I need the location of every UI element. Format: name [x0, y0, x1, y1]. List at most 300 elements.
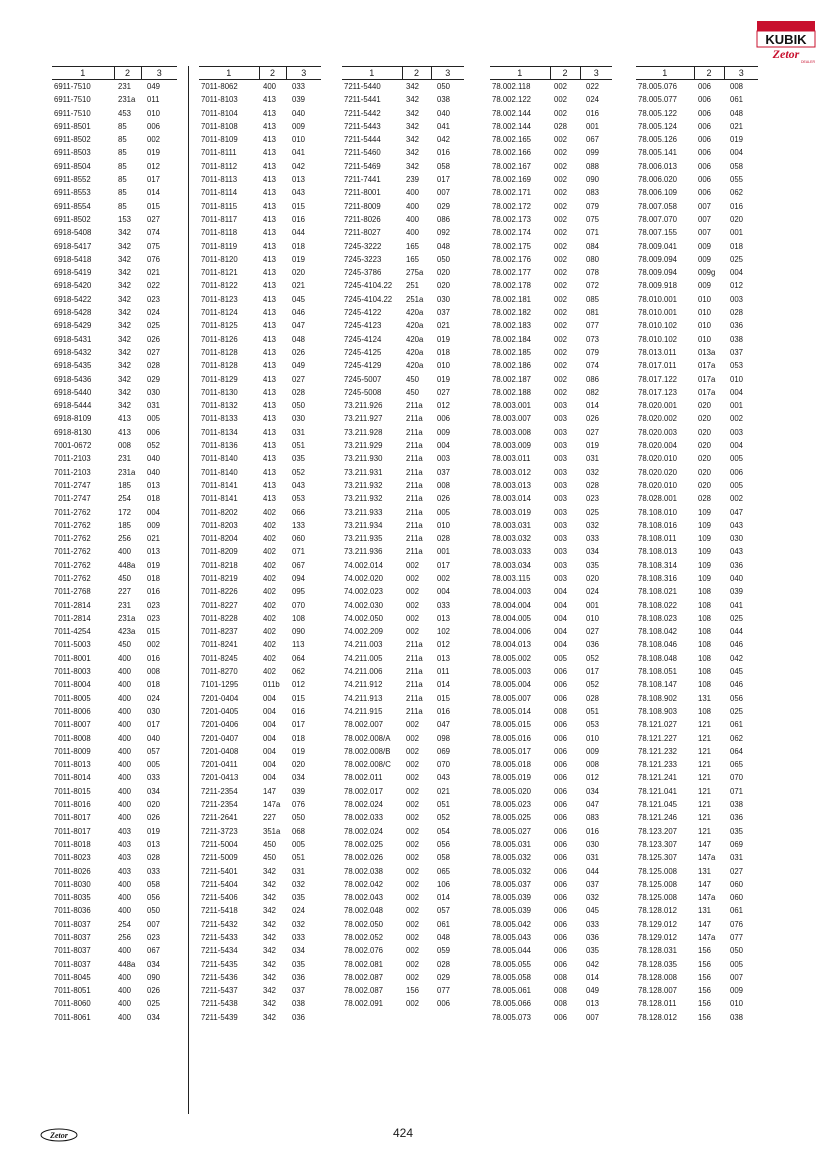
part-number-cell: 78.005.043	[492, 933, 532, 942]
part-number-cell: 78.017.011	[638, 361, 677, 371]
figure-cell: 413	[118, 427, 132, 437]
part-number-cell: 6911-7510	[54, 95, 91, 105]
position-cell: 083	[586, 813, 600, 823]
figure-cell: 403	[118, 826, 132, 836]
table-row	[52, 599, 177, 612]
figure-cell: 400	[118, 893, 132, 903]
figure-cell: 413	[263, 175, 277, 185]
part-number-cell: 78.002.144	[492, 121, 532, 131]
part-number-cell: 78.017.123	[638, 387, 678, 397]
position-cell: 014	[586, 401, 600, 411]
table-row	[52, 851, 177, 864]
position-cell: 018	[292, 733, 306, 743]
table-row	[636, 838, 758, 851]
table-row	[490, 346, 612, 359]
position-cell: 040	[437, 108, 451, 118]
figure-cell: 108	[698, 600, 712, 610]
figure-cell: 006	[554, 667, 568, 677]
position-cell: 006	[730, 467, 744, 477]
table-row	[52, 519, 177, 532]
part-number-cell: 7211-8027	[344, 228, 381, 238]
figure-cell: 121	[698, 813, 712, 823]
figure-cell: 85	[118, 135, 127, 145]
part-number-cell: 78.005.031	[492, 839, 532, 849]
figure-cell: 342	[118, 321, 132, 331]
figure-cell: 147a	[698, 853, 716, 863]
position-cell: 016	[730, 201, 744, 211]
column-header: 1	[342, 67, 402, 80]
part-number-cell: 78.005.015	[492, 720, 532, 730]
figure-cell: 020	[698, 454, 712, 464]
part-number-cell: 7011-8026	[54, 866, 91, 876]
position-cell: 010	[730, 999, 744, 1009]
figure-cell: 156	[698, 946, 712, 956]
figure-cell: 413	[263, 135, 277, 145]
figure-cell: 403	[118, 853, 132, 863]
figure-cell: 003	[554, 454, 568, 464]
position-cell: 006	[437, 414, 451, 424]
position-cell: 002	[147, 135, 161, 145]
table-row	[490, 838, 612, 851]
table-row	[342, 785, 464, 798]
table-row	[636, 146, 758, 159]
table-row	[342, 572, 464, 585]
part-number-cell: 74.211.912	[344, 680, 383, 690]
figure-cell: 003	[554, 414, 568, 424]
position-cell: 034	[292, 773, 306, 783]
table-row	[342, 492, 464, 505]
position-cell: 037	[292, 986, 306, 996]
position-cell: 058	[437, 161, 451, 171]
part-number-cell: 78.020.001	[638, 401, 678, 411]
position-cell: 036	[586, 933, 600, 942]
position-cell: 033	[586, 919, 600, 929]
figure-cell: 003	[554, 401, 568, 411]
table-row	[636, 452, 758, 465]
table-row	[490, 492, 612, 505]
part-number-cell: 6918-5432	[54, 347, 92, 357]
position-cell: 040	[147, 454, 161, 464]
part-number-cell: 7245-4122	[344, 308, 382, 318]
part-number-cell: 73.211.932	[344, 480, 383, 490]
part-number-cell: 7011-8134	[201, 427, 238, 437]
table-row	[52, 532, 177, 545]
figure-cell: 004	[554, 613, 568, 623]
figure-cell: 400	[118, 879, 132, 889]
table-row	[199, 532, 321, 545]
table-row	[52, 373, 177, 386]
table-row	[342, 958, 464, 971]
position-cell: 094	[292, 573, 306, 583]
table-row	[342, 612, 464, 625]
part-number-cell: 78.010.102	[638, 321, 678, 331]
part-number-cell: 78.108.147	[638, 680, 678, 690]
table-row	[342, 545, 464, 558]
part-number-cell: 78.004.013	[492, 640, 532, 650]
table-row	[490, 678, 612, 691]
table-row	[342, 466, 464, 479]
figure-cell: 211a	[406, 653, 423, 663]
figure-cell: 342	[118, 401, 132, 411]
part-number-cell: 78.002.011	[344, 773, 383, 783]
table-row	[636, 466, 758, 479]
part-number-cell: 78.121.233	[638, 760, 678, 770]
table-row	[636, 865, 758, 878]
table-row	[342, 333, 464, 346]
figure-cell: 450	[263, 839, 277, 849]
position-cell: 033	[147, 866, 161, 876]
table-row	[636, 266, 758, 279]
figure-cell: 165	[406, 254, 420, 264]
table-row	[636, 785, 758, 798]
position-cell: 049	[147, 82, 161, 91]
part-number-cell: 6911-8504	[54, 161, 91, 171]
position-cell: 050	[292, 813, 306, 823]
part-number-cell: 78.005.018	[492, 760, 532, 770]
table-row	[52, 319, 177, 332]
table-row	[199, 732, 321, 745]
table-row	[490, 652, 612, 665]
part-number-cell: 7011-8037	[54, 959, 91, 969]
position-cell: 051	[586, 706, 600, 716]
figure-cell: 400	[263, 82, 277, 91]
position-cell: 018	[437, 347, 451, 357]
part-number-cell: 78.108.022	[638, 600, 678, 610]
position-cell: 002	[437, 573, 451, 583]
position-cell: 058	[730, 161, 744, 171]
position-cell: 037	[437, 467, 451, 477]
figure-cell: 85	[118, 121, 127, 131]
figure-cell: 413	[263, 427, 277, 437]
figure-cell: 211a	[406, 706, 423, 716]
table-row	[199, 652, 321, 665]
table-row	[490, 984, 612, 997]
figure-cell: 108	[698, 587, 712, 597]
figure-cell: 003	[554, 534, 568, 544]
position-cell: 049	[292, 361, 306, 371]
figure-cell: 400	[118, 667, 132, 677]
figure-cell: 413	[263, 121, 277, 131]
part-number-cell: 7011-5003	[54, 640, 91, 650]
figure-cell: 008	[118, 441, 132, 451]
table-row	[342, 426, 464, 439]
part-number-cell: 7245-4124	[344, 334, 382, 344]
part-number-cell: 78.005.039	[492, 906, 532, 916]
table-row	[636, 918, 758, 931]
position-cell: 052	[586, 653, 600, 663]
table-row	[342, 253, 464, 266]
table-row	[490, 944, 612, 957]
figure-cell: 342	[263, 919, 277, 929]
figure-cell: 342	[263, 959, 277, 969]
figure-cell: 002	[406, 919, 420, 929]
figure-cell: 413	[263, 480, 277, 490]
table-row	[636, 758, 758, 771]
figure-cell: 400	[406, 214, 420, 224]
position-cell: 014	[586, 972, 600, 982]
part-number-cell: 78.002.038	[344, 866, 384, 876]
table-row	[52, 279, 177, 292]
figure-cell: 006	[554, 773, 568, 783]
position-cell: 060	[730, 879, 744, 889]
part-number-cell: 7011-8037	[54, 919, 91, 929]
table-row	[199, 612, 321, 625]
part-number-cell: 78.020.010	[638, 454, 678, 464]
position-cell: 010	[147, 108, 161, 118]
table-row	[52, 359, 177, 372]
position-cell: 050	[437, 82, 451, 91]
table-row	[52, 931, 177, 944]
table-row	[52, 266, 177, 279]
figure-cell: 002	[406, 600, 420, 610]
part-number-cell: 7011-8111	[201, 148, 237, 158]
figure-cell: 413	[263, 254, 277, 264]
table-row	[52, 745, 177, 758]
figure-cell: 002	[406, 972, 420, 982]
figure-cell: 002	[406, 879, 420, 889]
figure-cell: 108	[698, 627, 712, 637]
position-cell: 025	[147, 321, 161, 331]
position-cell: 035	[292, 959, 306, 969]
figure-cell: 002	[554, 188, 568, 198]
part-number-cell: 78.108.314	[638, 560, 678, 570]
figure-cell: 006	[554, 866, 568, 876]
figure-cell: 131	[698, 866, 712, 876]
position-cell: 025	[147, 999, 161, 1009]
figure-cell: 342	[263, 1012, 277, 1022]
part-number-cell: 78.002.181	[492, 294, 532, 304]
position-cell: 004	[730, 268, 744, 278]
table-row	[342, 213, 464, 226]
table-row	[52, 200, 177, 213]
table-row	[490, 173, 612, 186]
figure-cell: 256	[118, 933, 132, 942]
position-cell: 036	[292, 972, 306, 982]
figure-cell: 400	[118, 653, 132, 663]
position-cell: 002	[147, 640, 161, 650]
part-number-cell: 78.010.102	[638, 334, 678, 344]
table-row	[52, 612, 177, 625]
table-row	[490, 399, 612, 412]
column-header: 3	[141, 67, 177, 80]
position-cell: 031	[730, 853, 744, 863]
position-cell: 028	[292, 387, 306, 397]
table-row	[490, 865, 612, 878]
position-cell: 026	[292, 347, 306, 357]
position-cell: 005	[437, 507, 451, 517]
position-cell: 041	[730, 600, 744, 610]
figure-cell: 342	[263, 933, 277, 942]
position-cell: 020	[730, 214, 744, 224]
table-row	[199, 585, 321, 598]
part-number-cell: 7211-5438	[201, 999, 238, 1009]
position-cell: 011	[147, 95, 160, 105]
figure-cell: 420a	[406, 308, 424, 318]
figure-cell: 251a	[406, 294, 424, 304]
position-cell: 053	[586, 720, 600, 730]
table-row	[199, 107, 321, 120]
position-cell: 018	[147, 494, 161, 504]
figure-cell: 342	[263, 972, 277, 982]
part-number-cell: 7211-5432	[201, 919, 238, 929]
position-cell: 030	[147, 706, 161, 716]
part-number-cell: 78.121.232	[638, 746, 678, 756]
position-cell: 071	[292, 547, 306, 557]
column-header: 3	[286, 67, 321, 80]
part-number-cell: 7011-8136	[201, 441, 238, 451]
logo-text-dealer: DEALER	[800, 60, 816, 64]
column-header: 2	[550, 67, 580, 80]
part-number-cell: 78.002.008/A	[344, 733, 391, 743]
part-number-cell: 78.128.012	[638, 1012, 678, 1022]
position-cell: 026	[147, 813, 161, 823]
table-row	[52, 652, 177, 665]
table-row	[199, 931, 321, 944]
part-number-cell: 74.211.913	[344, 693, 383, 703]
position-cell: 025	[730, 706, 744, 716]
part-number-cell: 78.005.039	[492, 893, 532, 903]
figure-cell: 007	[698, 201, 712, 211]
part-number-cell: 78.108.902	[638, 693, 678, 703]
table-row	[490, 638, 612, 651]
column-header: 1	[52, 67, 114, 80]
position-cell: 030	[730, 534, 744, 544]
position-cell: 042	[292, 161, 306, 171]
figure-cell: 413	[263, 387, 277, 397]
part-number-cell: 78.002.172	[492, 201, 532, 211]
part-number-cell: 78.108.903	[638, 706, 678, 716]
position-cell: 019	[147, 148, 161, 158]
part-number-cell: 78.123.307	[638, 839, 678, 849]
part-number-cell: 6918-5420	[54, 281, 92, 291]
figure-cell: 413	[263, 467, 277, 477]
part-number-cell: 7211-5404	[201, 879, 238, 889]
position-cell: 053	[292, 494, 306, 504]
table-row	[52, 479, 177, 492]
figure-cell: 156	[698, 999, 712, 1009]
position-cell: 035	[292, 454, 306, 464]
part-number-cell: 78.005.126	[638, 135, 678, 145]
part-number-cell: 78.005.044	[492, 946, 532, 956]
position-cell: 023	[147, 600, 161, 610]
position-cell: 095	[292, 587, 306, 597]
figure-cell: 147	[698, 879, 712, 889]
table-row	[636, 386, 758, 399]
part-number-cell: 78.013.011	[638, 347, 677, 357]
part-number-cell: 78.009.041	[638, 241, 678, 251]
position-cell: 019	[292, 254, 306, 264]
position-cell: 041	[437, 121, 451, 131]
figure-cell: 006	[554, 746, 568, 756]
position-cell: 049	[586, 986, 600, 996]
figure-cell: 002	[554, 201, 568, 211]
part-number-cell: 74.211.915	[344, 706, 383, 716]
part-number-cell: 7211-8009	[344, 201, 381, 211]
part-number-cell: 7011-8120	[201, 254, 238, 264]
position-cell: 033	[292, 933, 306, 942]
part-number-cell: 78.002.024	[344, 826, 384, 836]
figure-cell: 108	[698, 667, 712, 677]
position-cell: 068	[292, 826, 306, 836]
figure-cell: 413	[263, 441, 277, 451]
table-row	[199, 958, 321, 971]
part-number-cell: 7211-3723	[201, 826, 238, 836]
figure-cell: 002	[554, 347, 568, 357]
table-row	[199, 173, 321, 186]
part-number-cell: 7011-2762	[54, 573, 91, 583]
part-number-cell: 78.108.011	[638, 534, 677, 544]
figure-cell: 211a	[406, 507, 423, 517]
position-cell: 012	[292, 680, 306, 690]
figure-cell: 004	[263, 746, 277, 756]
part-number-cell: 78.002.050	[344, 919, 384, 929]
table-row	[199, 678, 321, 691]
position-cell: 028	[147, 853, 161, 863]
figure-cell: 003	[554, 494, 568, 504]
figure-cell: 211a	[406, 693, 423, 703]
position-cell: 028	[730, 308, 744, 318]
part-number-cell: 78.005.058	[492, 972, 532, 982]
part-number-cell: 78.129.012	[638, 933, 678, 942]
figure-cell: 211a	[406, 520, 423, 530]
position-cell: 034	[147, 786, 161, 796]
table-row	[52, 93, 177, 106]
part-number-cell: 7011-8141	[201, 494, 238, 504]
part-number-cell: 78.002.173	[492, 214, 532, 224]
table-row	[342, 971, 464, 984]
part-number-cell: 78.003.115	[492, 573, 531, 583]
position-cell: 013	[586, 999, 600, 1009]
figure-cell: 006	[698, 95, 712, 105]
figure-cell: 002	[554, 308, 568, 318]
column-header: 2	[259, 67, 286, 80]
figure-cell: 109	[698, 560, 712, 570]
figure-cell: 211a	[406, 454, 423, 464]
position-cell: 072	[586, 281, 600, 291]
figure-cell: 006	[554, 839, 568, 849]
position-cell: 009	[292, 121, 306, 131]
position-cell: 057	[147, 746, 161, 756]
table-row	[52, 891, 177, 904]
table-row	[342, 439, 464, 452]
table-row	[52, 439, 177, 452]
part-number-cell: 78.005.017	[492, 746, 532, 756]
part-number-cell: 78.128.012	[638, 906, 678, 916]
part-number-cell: 7011-2762	[54, 507, 91, 517]
part-number-cell: 6911-8502	[54, 135, 91, 145]
table-row	[199, 838, 321, 851]
position-cell: 027	[147, 214, 161, 224]
position-cell: 083	[586, 188, 600, 198]
position-cell: 013	[437, 613, 451, 623]
position-cell: 019	[437, 334, 451, 344]
column-header: 3	[580, 67, 612, 80]
figure-cell: 002	[406, 560, 420, 570]
position-cell: 058	[437, 853, 451, 863]
position-cell: 015	[292, 201, 306, 211]
part-number-cell: 78.007.070	[638, 214, 678, 224]
part-number-cell: 7011-8270	[201, 667, 238, 677]
table-row	[199, 160, 321, 173]
figure-cell: 211a	[406, 534, 423, 544]
position-cell: 031	[586, 853, 600, 863]
table-row	[199, 279, 321, 292]
position-cell: 018	[147, 573, 161, 583]
part-number-cell: 7011-8128	[201, 347, 238, 357]
table-row	[636, 851, 758, 864]
figure-cell: 004	[554, 600, 568, 610]
position-cell: 030	[292, 414, 306, 424]
